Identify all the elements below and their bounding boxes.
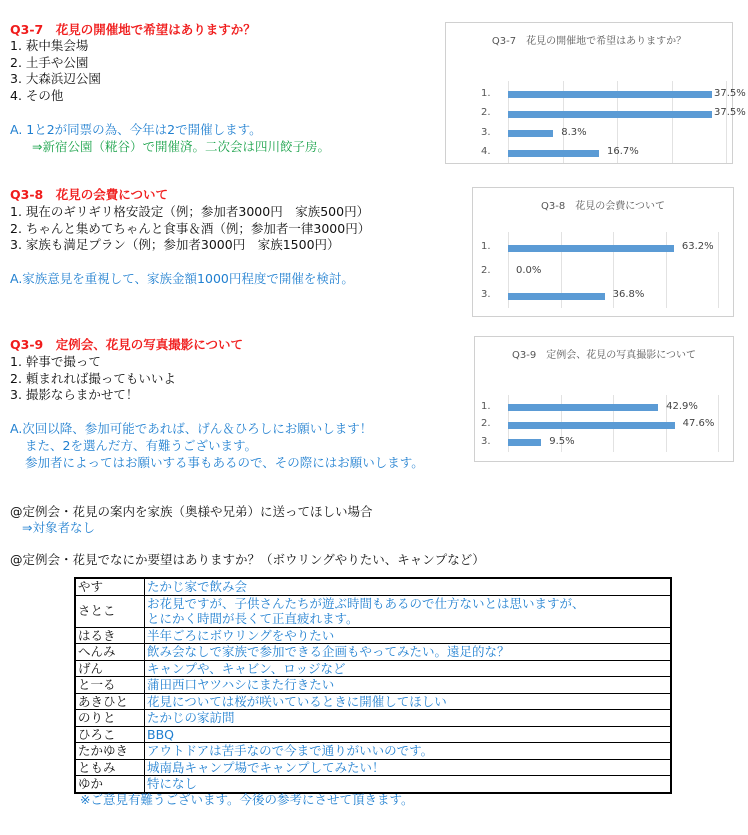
request-comment: 蒲田西口ヤツハシにまた行きたい (145, 677, 672, 694)
request-comment: アウトドアは苦手なので今まで通りがいいのです。 (145, 743, 672, 760)
gridline (666, 232, 667, 308)
respondent-name: あきひと (75, 693, 145, 710)
data-label: 37.5% (714, 107, 746, 119)
bar (508, 293, 605, 300)
q39-option: 1. 幹事で撮って (10, 354, 101, 369)
q37-answer: A. 1と2が同票の為、今年は2で開催します。 (10, 122, 262, 137)
table-row (75, 693, 671, 710)
q37-option: 2. 土手や公園 (10, 54, 89, 70)
bar (508, 130, 553, 137)
category-label: 2. (481, 107, 491, 119)
gridline (718, 232, 719, 308)
category-label: 3. (481, 126, 491, 138)
q38-answer: A.家族意見を重視して、家族金額1000円程度で開催を検討。 (10, 271, 354, 286)
data-label: 8.3% (561, 126, 587, 138)
bar (508, 422, 675, 429)
respondent-name: と一る (75, 677, 145, 694)
table-row (75, 660, 671, 677)
q39-option: 2. 頼まれれば撮ってもいいよ (10, 370, 176, 386)
chart-q37 (445, 22, 746, 164)
q39-answer: また、2を選んだ方、有難うございます。 (25, 438, 257, 453)
chart-title: Q3-7 花見の開催地で希望はありますか？ (491, 36, 687, 47)
table-row (75, 595, 671, 627)
q39-option: 3. 撮影ならまかせて！ (10, 387, 139, 402)
bar (508, 245, 674, 252)
chart-q39 (474, 336, 734, 462)
bar (508, 91, 712, 98)
q37-note: ⇒新宿公園（糀谷）で開催済。二次会は四川餃子房。 (32, 139, 330, 154)
bar (508, 404, 658, 411)
q39-title: Q3-9 定例会、花見の写真撮影について (10, 337, 243, 352)
data-label: 9.5% (549, 435, 575, 447)
q38-option: 3. 家族も満足プラン（例；参加者3000円 家族1500円） (10, 237, 340, 252)
respondent-name: げん (75, 660, 145, 677)
chart-title: Q3-8 花見の会費について (540, 201, 665, 212)
category-label: 3. (481, 435, 491, 447)
request-comment: お花見ですが、子供さんたちが遊ぶ時間もあるので仕方ないとは思いますが、 とにかく時間が長くて正直疲れます。 (145, 595, 672, 627)
data-label: 16.7% (607, 146, 639, 158)
q39-answer: 参加者によってはお願いする事もあるので、その際にはお願いします。 (25, 455, 424, 470)
requests-footer: ※ご意見有難うございます。今後の参考にさせて頂きます。 (80, 792, 414, 807)
q38-option: 2. ちゃんと集めてちゃんと食事＆酒（例；参加者一律3000円） (10, 220, 371, 236)
data-label: 37.5% (714, 87, 746, 99)
category-label: 1. (481, 400, 491, 412)
category-label: 1. (481, 241, 491, 252)
respondent-name: さとこ (75, 595, 145, 627)
table-row (75, 677, 671, 694)
bar (508, 111, 712, 118)
q37-option: 3. 大森浜辺公園 (10, 71, 101, 86)
request-comment: 花見については桜が咲いているときに開催してほしい (145, 693, 672, 710)
respondent-name: はるき (75, 627, 145, 644)
respondent-name: ともみ (75, 759, 145, 776)
table-row (75, 578, 671, 595)
requests-question: @定例会・花見でなにか要望はありますか？（ボウリングやりたい、キャンプなど） (10, 552, 485, 567)
q39-answer: A.次回以降、参加可能であれば、げん＆ひろしにお願いします！ (10, 421, 373, 436)
family-answer: ⇒対象者なし (22, 520, 95, 535)
bar (508, 439, 541, 446)
table-row (75, 627, 671, 644)
request-comment: 半年ごろにボウリングをやりたい (145, 627, 672, 644)
respondent-name: のりと (75, 710, 145, 727)
table-row (75, 710, 671, 727)
request-comment: BBQ (145, 726, 672, 743)
chart-q38 (472, 187, 734, 317)
request-comment: 特になし (145, 776, 672, 793)
respondent-name: やす (75, 578, 145, 595)
request-comment: たかじの家訪問 (145, 710, 672, 727)
data-label: 36.8% (612, 289, 645, 300)
request-comment: 飲み会なしで家族で参加できる企画もやってみたい。遠足的な？ (145, 644, 672, 661)
chart-title: Q3-9 定例会、花見の写真撮影について (511, 350, 696, 361)
table-row (75, 743, 671, 760)
respondent-name: ゆか (75, 776, 145, 793)
requests-table (74, 577, 672, 794)
respondent-name: ひろこ (75, 726, 145, 743)
request-comment: 城南島キャンプ場でキャンプしてみたい！ (145, 759, 672, 776)
request-comment: たかじ家で飲み会 (145, 578, 672, 595)
q37-title: Q3-7 花見の開催地で希望はありますか？ (10, 22, 256, 37)
q38-title: Q3-8 花見の会費について (10, 187, 168, 202)
data-label: 0.0% (516, 265, 542, 276)
table-row (75, 776, 671, 793)
table-row (75, 759, 671, 776)
category-label: 2. (481, 418, 491, 430)
data-label: 42.9% (666, 400, 698, 412)
gridline (718, 395, 719, 452)
category-label: 3. (481, 289, 491, 300)
table-row (75, 644, 671, 661)
data-label: 47.6% (682, 418, 715, 430)
respondent-name: へんみ (75, 644, 145, 661)
respondent-name: たかゆき (75, 743, 145, 760)
category-label: 4. (481, 146, 491, 158)
q37-option: 1. 萩中集会場 (10, 38, 89, 53)
q38-option: 1. 現在のギリギリ格安設定（例；参加者3000円 家族500円） (10, 204, 370, 219)
category-label: 2. (481, 265, 491, 276)
category-label: 1. (481, 87, 491, 99)
family-question: @定例会・花見の案内を家族（奥様や兄弟）に送ってほしい場合 (10, 504, 373, 519)
request-comment: キャンプや、キャビン、ロッジなど (145, 660, 672, 677)
bar (508, 150, 599, 157)
data-label: 63.2% (681, 241, 714, 252)
q37-option: 4. その他 (10, 87, 64, 103)
table-row (75, 726, 671, 743)
